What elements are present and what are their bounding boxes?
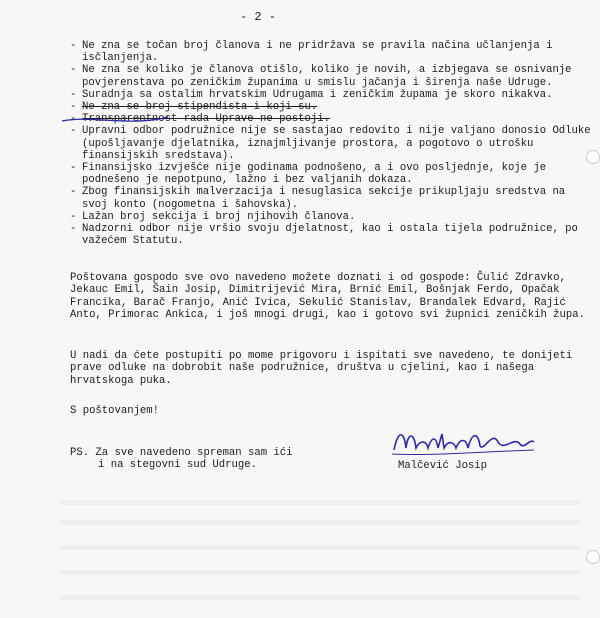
punch-hole (586, 550, 600, 564)
list-item: - Zbog finansijskih malverzacija i nesuglasica sekcije prikupljaju sredstva na svoj konto (nogometna i šahovska). (70, 186, 595, 210)
witnesses-paragraph: Poštovana gospodo sve ovo navedeno možete doznati i od gospode: Čulić Zdravko, Jekauc Emil, Šain Josip, Dimitrijević Mira, Brnić Emil, Bošnjak Ferdo, Opačak Francika, Barač Franjo, Anić Ivica, Sekulić Stanislav, Brandalek Edvard, Rajić Anto, Primorac Ankica, i još mnogi drugi, kao i gotovo svi župnici zeničkih župa. (70, 272, 585, 322)
handwritten-signature (388, 426, 538, 458)
list-item: - Nadzorni odbor nije vršio svoju djelatnost, kao i ostala tijela podružnice, po važećem Statutu. (70, 223, 595, 247)
postscript-line: PS. Za sve navedeno spreman sam ići (70, 447, 293, 459)
list-item: - Upravni odbor podružnice nije se sastajao redovito i nije valjano donosio Odluke (upošljavanje djelatnika, iznajmljivanje prostora, a pogotovo o utrošku finansijskih sredstava). (70, 125, 595, 162)
closing-paragraph: U nadi da ćete postupiti po mome prigovoru i ispitati sve navedeno, te donijeti prave odluke na dobrobit naše podružnice, društva u cjelini, kao i našega hrvatskoga puka. (70, 350, 573, 387)
list-item: - Ne zna se broj stipendista i koji su. (70, 101, 595, 113)
page-number: - 2 - (240, 10, 277, 24)
postscript-line: i na stegovni sud Udruge. (98, 459, 257, 472)
bleed-through (60, 545, 580, 550)
complaint-list (70, 40, 595, 247)
signature-name: Malčević Josip (398, 460, 488, 472)
list-item: - Finansijsko izvješće nije godinama podnošeno, a i ovo posljednje, koje je podnešeno je nepotpuno, lažno i bez valjanih dokaza. (70, 162, 595, 186)
handwritten-mark (60, 113, 170, 125)
postscript (70, 447, 293, 472)
bleed-through (60, 595, 580, 600)
bleed-through (60, 520, 580, 525)
punch-hole (586, 150, 600, 164)
list-item: - Lažan broj sekcija i broj njihovih članova. (70, 211, 595, 223)
list-item: - Suradnja sa ostalim hrvatskim Udrugama i zeničkim župama je skoro nikakva. (70, 89, 595, 101)
greeting: S poštovanjem! (70, 405, 160, 417)
list-item: - Transparentnost rada Uprave ne postoji. (70, 113, 595, 125)
list-item: - Ne zna se koliko je članova otišlo, koliko je novih, a izbjegava se osnivanje povjerenstava po zeničkim županima u smislu jačanja i širenja naše Udruge. (70, 64, 595, 88)
bleed-through (60, 500, 580, 505)
list-item: - Ne zna se točan broj članova i ne pridržava se pravila načina učlanjenja i isčlanjenja. (70, 40, 595, 64)
bleed-through (60, 570, 580, 575)
